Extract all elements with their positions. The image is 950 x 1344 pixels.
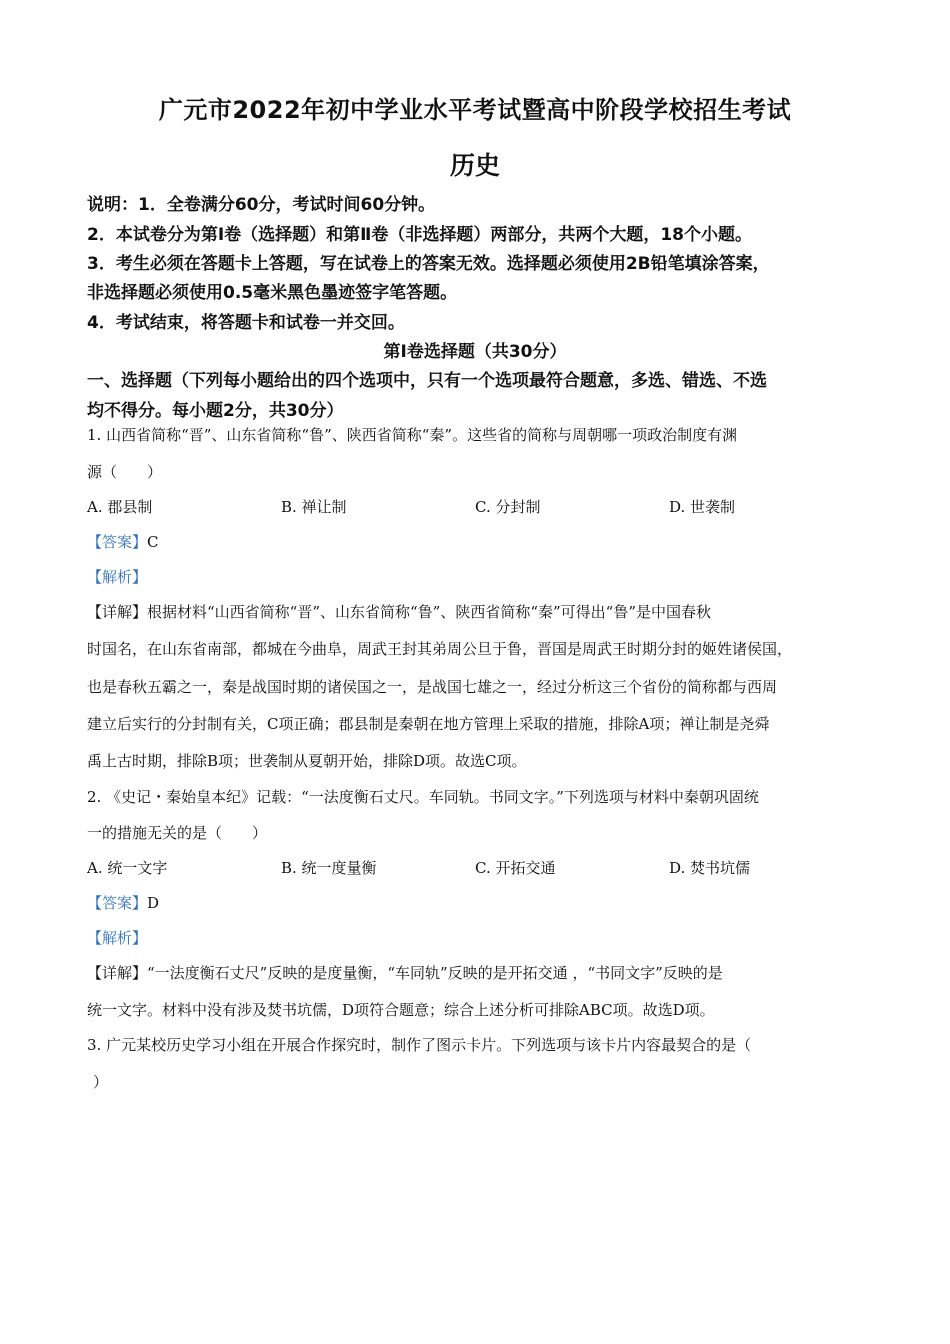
q2-detail-2: 统一文字。材料中没有涉及焚书坑儒，D项符合题意；综合上述分析可排除ABC项。故选D项。 xyxy=(87,1001,715,1019)
q2-option-c: C. 开拓交通 xyxy=(475,859,556,877)
question-1-stem: 1. 山西省简称“晋”、山东省简称“鲁”、陕西省简称“秦”。这些省的简称与周朝哪一项政治制度有渊 xyxy=(87,426,738,444)
q1-detail-2: 时国名，在山东省南部，都城在今曲阜，周武王封其弟周公旦于鲁，晋国是周武王时期分封的姬姓诸侯国， xyxy=(87,640,793,658)
q1-detail-1: 【详解】根据材料“山西省简称“晋”、山东省简称“鲁”、陕西省简称“秦”可得出“鲁”是中国春秋 xyxy=(87,603,712,621)
question-2-stem-cont: 一的措施无关的是（ ） xyxy=(87,824,268,842)
answer-value: C xyxy=(147,533,159,551)
q1-detail-5: 禹上古时期，排除B项；世袭制从夏朝开始，排除D项。故选C项。 xyxy=(87,752,527,770)
q1-detail-4: 建立后实行的分封制有关，C项正确；郡县制是秦朝在地方管理上采取的措施，排除A项；禅让制是尧舜 xyxy=(87,715,770,733)
exam-title: 广元市2022年初中学业水平考试暨高中阶段学校招生考试 xyxy=(158,96,792,124)
q2-option-a: A. 统一文字 xyxy=(87,859,168,877)
q2-option-d: D. 焚书坑儒 xyxy=(669,859,751,877)
answer-label: 【答案】 xyxy=(87,894,148,912)
instruction-1: 说明：1．全卷满分60分，考试时间60分钟。 xyxy=(87,195,436,215)
instruction-3b: 非选择题必须使用0.5毫米黑色墨迹签字笔答题。 xyxy=(87,283,458,303)
q1-option-d: D. 世袭制 xyxy=(669,498,736,516)
q2-analysis-label: 【解析】 xyxy=(87,929,148,947)
answer-label: 【答案】 xyxy=(87,533,148,551)
q1-option-c: C. 分封制 xyxy=(475,498,541,516)
question-3-stem-cont: ） xyxy=(93,1073,109,1091)
instruction-3a: 3．考生必须在答题卡上答题，写在试卷上的答案无效。选择题必须使用2B铅笔填涂答案， xyxy=(87,254,770,274)
section-title: 第Ⅰ卷选择题（共30分） xyxy=(383,342,567,362)
question-3-stem: 3. 广元某校历史学习小组在开展合作探究时，制作了图示卡片。下列选项与该卡片内容最契合的是（ xyxy=(87,1036,752,1054)
q1-detail-3: 也是春秋五霸之一，秦是战国时期的诸侯国之一，是战国七雄之一，经过分析这三个省份的简称都与西周 xyxy=(87,678,778,696)
question-1-stem-cont: 源（ ） xyxy=(87,463,163,481)
instruction-4: 4．考试结束，将答题卡和试卷一并交回。 xyxy=(87,313,405,333)
section-heading-a: 一、选择题（下列每小题给出的四个选项中，只有一个选项最符合题意，多选、错选、不选 xyxy=(87,371,767,391)
q1-answer xyxy=(87,531,877,552)
question-2-stem: 2. 《史记・秦始皇本纪》记载：“一法度衡石丈尺。车同轨。书同文字。”下列选项与材料中秦朝巩固统 xyxy=(87,788,759,806)
q2-detail-1: 【详解】“一法度衡石丈尺”反映的是度量衡，“车同轨”反映的是开拓交通 ，“书同文字”反映的是 xyxy=(87,964,723,982)
section-heading-b: 均不得分。每小题2分，共30分） xyxy=(87,401,344,421)
q2-option-b: B. 统一度量衡 xyxy=(281,859,377,877)
q1-option-b: B. 禅让制 xyxy=(281,498,347,516)
answer-value: D xyxy=(147,894,160,912)
q2-answer xyxy=(87,892,877,913)
subject-title: 历史 xyxy=(449,151,500,180)
q1-option-a: A. 郡县制 xyxy=(87,498,153,516)
instruction-2: 2．本试卷分为第Ⅰ卷（选择题）和第Ⅱ卷（非选择题）两部分，共两个大题，18个小题。 xyxy=(87,225,753,245)
q1-analysis-label: 【解析】 xyxy=(87,568,148,586)
